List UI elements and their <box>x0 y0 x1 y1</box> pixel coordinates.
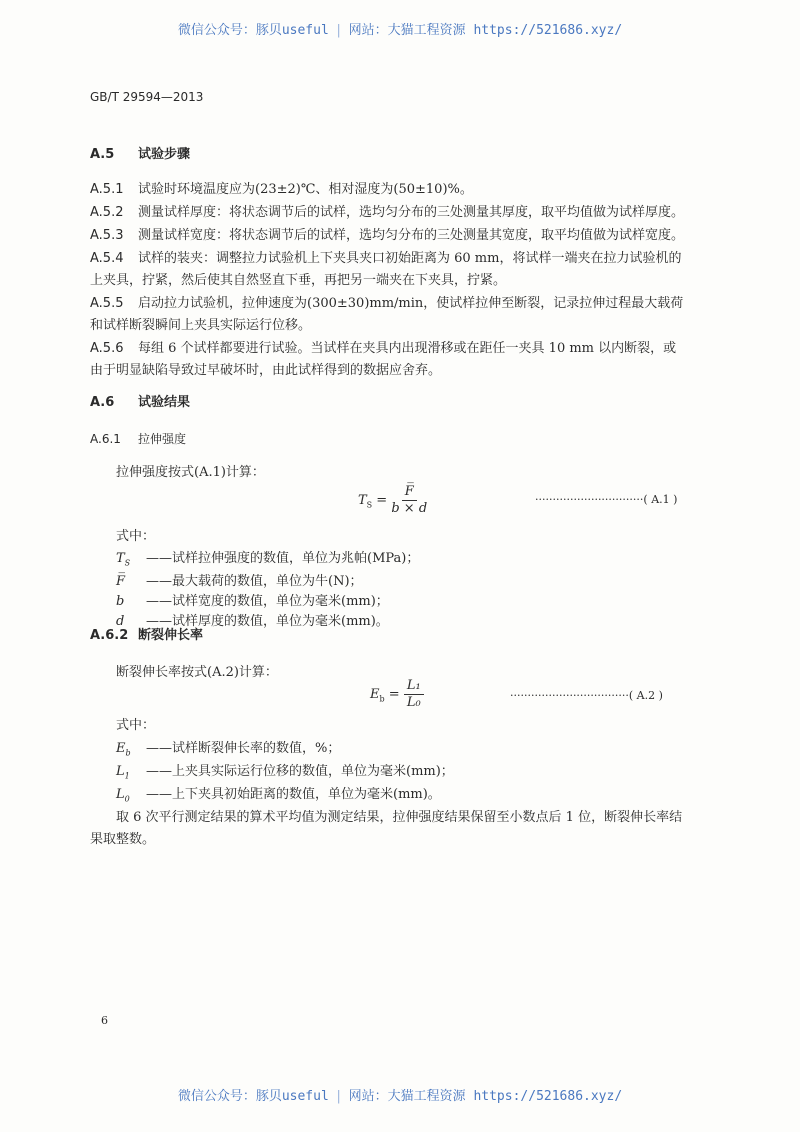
formula-a1: $T_S$ = $\frac{F̅}{b \times d}$ <box>358 484 428 516</box>
formula-a2-label: ··································( A.2 ) <box>510 689 663 702</box>
clause-a56-cont: 由于明显缺陷导致过早破坏时，由此试样得到的数据应舍弃。 <box>90 363 442 378</box>
a61-intro: 拉伸强度按式(A.1)计算： <box>116 465 265 480</box>
heading-a61: A.6.1 拉伸强度 <box>90 432 187 446</box>
watermark-website: 网站：大猫工程资源 https://521686.xyz/ <box>348 23 623 38</box>
conclusion: 取 6 次平行测定结果的算术平均值为测定结果，拉伸强度结果保留至小数点后 1 位，断裂伸长率结 <box>116 810 683 825</box>
var-f: F̅ ——最大载荷的数值，单位为牛(N)； <box>116 574 363 589</box>
a62-where: 式中： <box>116 718 156 733</box>
clause-a52: A.5.2 测量试样厚度：将状态调节后的试样，选均匀分布的三处测量其厚度，取平均值做为试样厚度。 <box>90 205 685 220</box>
var-l0: $L_0$ ——上下夹具初始距离的数值，单位为毫米(mm)。 <box>116 787 441 804</box>
watermark-top: 微信公众号：豚贝useful | 网站：大猫工程资源 https://521686.xyz/ <box>177 23 623 38</box>
a61-where: 式中： <box>116 529 156 544</box>
page-number: 6 <box>101 1014 108 1027</box>
watermark-wechat: 微信公众号：豚贝useful <box>177 1089 329 1104</box>
clause-a54-cont: 上夹具，拧紧，然后使其自然竖直下垂，再把另一端夹在下夹具，拧紧。 <box>90 273 507 288</box>
formula-a2: $E_b$ = $\frac{\text{L₁}}{\text{L₀}}$ <box>370 678 424 711</box>
clause-a54: A.5.4 试样的装夹：调整拉力试验机上下夹具夹口初始距离为 60 mm，将试样一端夹在拉力试验机的 <box>90 251 682 266</box>
var-b: b ——试样宽度的数值，单位为毫米(mm)； <box>116 594 389 609</box>
var-d: d ——试样厚度的数值，单位为毫米(mm)。 <box>116 614 389 629</box>
watermark-website: 网站：大猫工程资源 https://521686.xyz/ <box>348 1089 623 1104</box>
clause-a55-cont: 和试样断裂瞬间上夹具实际运行位移。 <box>90 318 312 333</box>
var-l1: $L_1$ ——上夹具实际运行位移的数值，单位为毫米(mm)； <box>116 764 454 781</box>
a62-intro: 断裂伸长率按式(A.2)计算： <box>116 665 278 680</box>
clause-a53: A.5.3 测量试样宽度：将状态调节后的试样，选均匀分布的三处测量其宽度，取平均值做为试样宽度。 <box>90 228 685 243</box>
heading-a5: A.5 试验步骤 <box>90 147 191 162</box>
clause-a56: A.5.6 每组 6 个试样都要进行试验。当试样在夹具内出现滑移或在距任一夹具 10 mm 以内断裂，或 <box>90 341 677 356</box>
heading-a62: A.6.2 断裂伸长率 <box>90 628 204 643</box>
var-eb: $E_b$ ——试样断裂伸长率的数值，%； <box>116 741 341 758</box>
clause-a51: A.5.1 试验时环境温度应为(23±2)℃、相对湿度为(50±10)%。 <box>90 182 473 197</box>
standard-number: GB/T 29594—2013 <box>90 90 204 104</box>
watermark-bottom: 微信公众号：豚贝useful | 网站：大猫工程资源 https://521686.xyz/ <box>177 1089 623 1104</box>
heading-a6: A.6 试验结果 <box>90 395 191 410</box>
formula-a1-label: ·······························( A.1 ) <box>535 493 678 506</box>
var-ts: $T_S$ ——试样拉伸强度的数值，单位为兆帕(MPa)； <box>116 551 420 568</box>
clause-a55: A.5.5 启动拉力试验机，拉伸速度为(300±30)mm/min，使试样拉伸至断裂，记录拉伸过程最大载荷 <box>90 296 684 311</box>
conclusion-cont: 果取整数。 <box>90 832 156 847</box>
watermark-wechat: 微信公众号：豚贝useful <box>177 23 329 38</box>
